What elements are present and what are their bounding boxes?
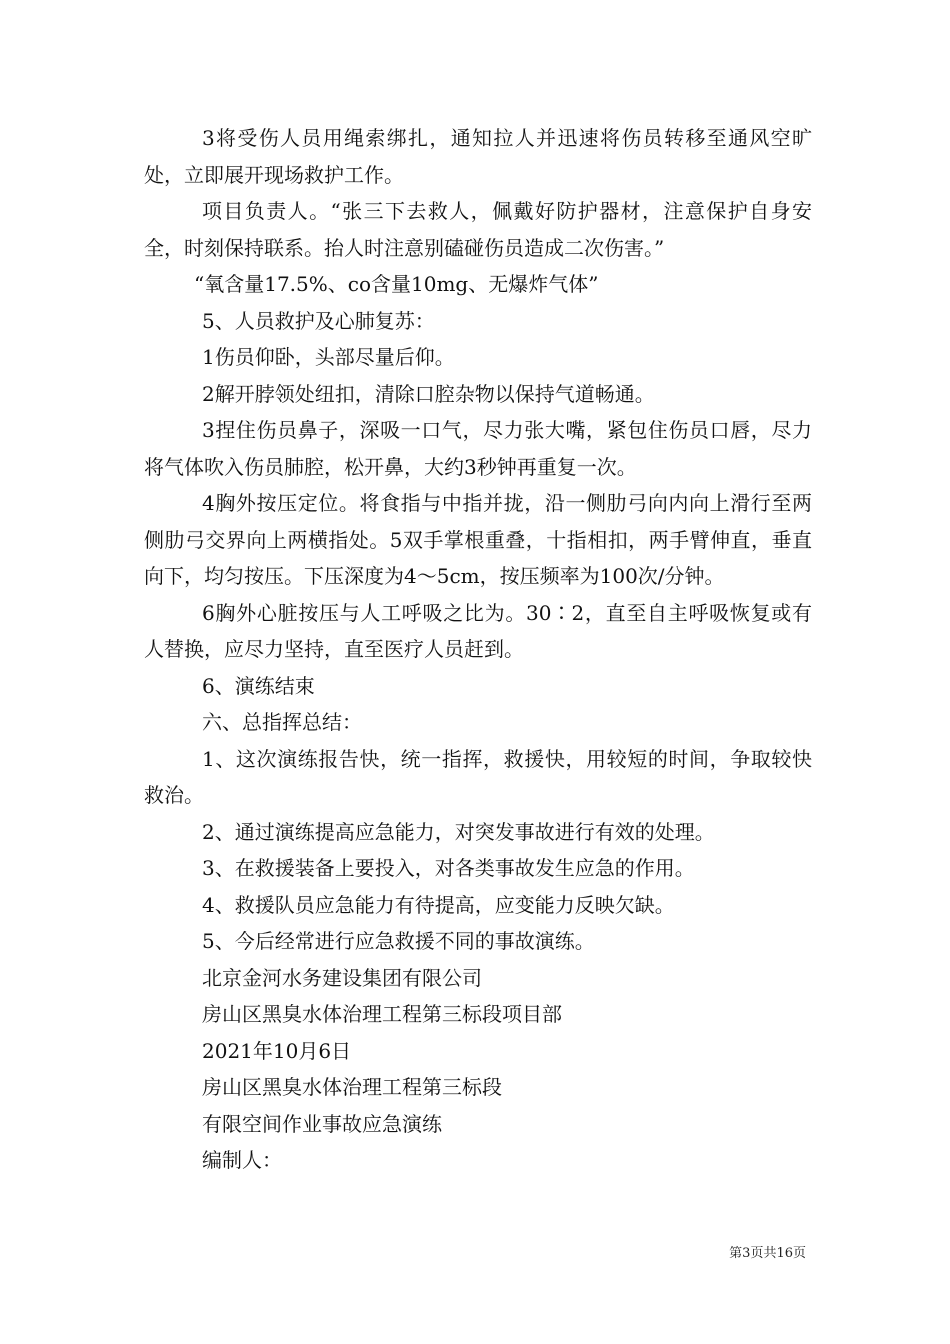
paragraph-cpr-step-4-5: 4胸外按压定位。将食指与中指并拢，沿一侧肋弓向内向上滑行至两侧肋弓交界向上两横指处。5双手掌根重叠，十指相扣，两手臂伸直，垂直向下，均匀按压。下压深度为4～5cm，按压频率为100次/分钟。 <box>144 491 812 588</box>
paragraph-summary-3: 3、在救援装备上要投入，对各类事故发生应急的作用。 <box>202 856 695 880</box>
project-department: 房山区黑臭水体治理工程第三标段项目部 <box>202 1002 562 1026</box>
paragraph-project-leader: 项目负责人。“张三下去救人，佩戴好防护器材，注意保护自身安全，时刻保持联系。抬人时注意别磕碰伤员造成二次伤害。” <box>144 199 812 260</box>
section-heading-summary: 六、总指挥总结： <box>202 710 362 734</box>
paragraph-summary-5: 5、今后经常进行应急救援不同的事故演练。 <box>202 929 595 953</box>
paragraph-summary-1: 1、这次演练报告快，统一指挥，救援快，用较短的时间，争取较快救治。 <box>144 746 812 807</box>
section-heading-cpr: 5、人员救护及心肺复苏： <box>202 308 435 333</box>
project-section: 房山区黑臭水体治理工程第三标段 <box>202 1075 502 1099</box>
paragraph-summary-4: 4、救援队员应急能力有待提高，应变能力反映欠缺。 <box>202 892 675 917</box>
document-body <box>144 120 812 1179</box>
paragraph-cpr-step-6: 6胸外心脏按压与人工呼吸之比为。30∶2，直至自主呼吸恢复或有人替换，应尽力坚持，直至医疗人员赶到。 <box>144 600 812 661</box>
author-label: 编制人： <box>202 1148 282 1172</box>
page-number: 第3页共16页 <box>729 1246 806 1261</box>
section-heading-drill-end: 6、演练结束 <box>202 673 315 698</box>
document-date: 2021年10月6日 <box>202 1038 352 1063</box>
company-name: 北京金河水务建设集团有限公司 <box>202 965 482 990</box>
paragraph-cpr-step-2: 2解开脖领处纽扣，清除口腔杂物以保持气道畅通。 <box>202 381 655 406</box>
paragraph-rescue-step-3: 3将受伤人员用绳索绑扎，通知拉人并迅速将伤员转移至通风空旷处，立即展开现场救护工作。 <box>144 126 812 187</box>
paragraph-summary-2: 2、通过演练提高应急能力，对突发事故进行有效的处理。 <box>202 819 715 844</box>
drill-title: 有限空间作业事故应急演练 <box>202 1111 442 1136</box>
paragraph-cpr-step-3: 3捏住伤员鼻子，深吸一口气，尽力张大嘴，紧包住伤员口唇，尽力将气体吹入伤员肺腔，松开鼻，大约3秒钟再重复一次。 <box>144 418 812 479</box>
paragraph-gas-readings: “氧含量17.5%、co含量10mg、无爆炸气体” <box>194 272 599 296</box>
paragraph-cpr-step-1: 1伤员仰卧，头部尽量后仰。 <box>202 345 455 369</box>
